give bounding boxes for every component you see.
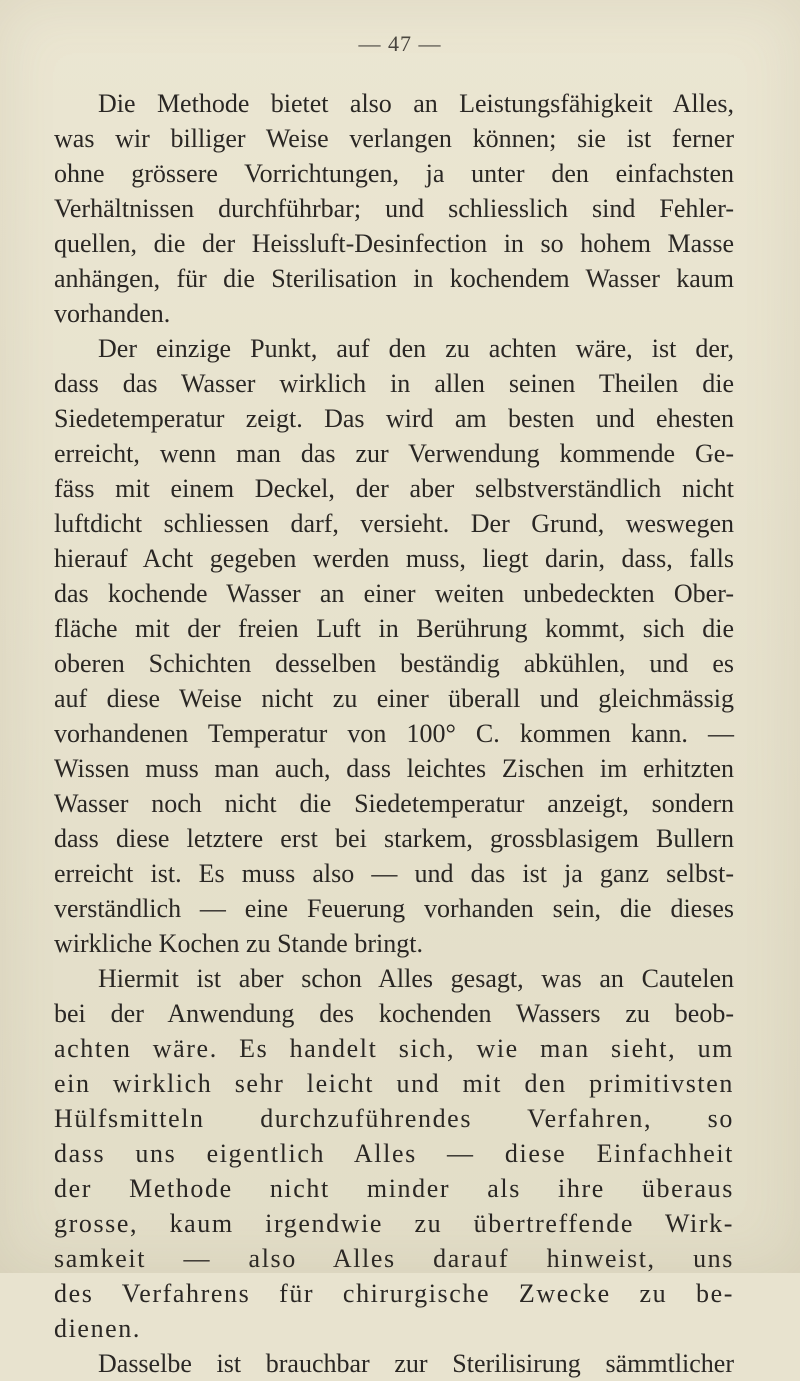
text-line: dienen. <box>54 1314 142 1343</box>
text-line: dass uns eigentlich Alles — diese Einfachheit <box>54 1139 734 1168</box>
text-line: des Verfahrens für chirurgische Zwecke zu be- <box>54 1279 734 1308</box>
page-number: — 47 — <box>358 31 442 56</box>
text-line: der Methode nicht minder als ihre überaus <box>54 1174 734 1203</box>
text-line: erreicht, wenn man das zur Verwendung kommende Ge- <box>54 439 734 468</box>
text-line: bei der Anwendung des kochenden Wassers zu beob- <box>54 999 734 1028</box>
text-line: hierauf Acht gegeben werden muss, liegt darin, dass, falls <box>54 544 734 573</box>
body-text <box>54 86 734 1381</box>
text-line: anhängen, für die Sterilisation in kochendem Wasser kaum <box>54 264 734 293</box>
text-line: wirkliche Kochen zu Stande bringt. <box>54 929 423 958</box>
text-line: Der einzige Punkt, auf den zu achten wäre, ist der, <box>98 334 734 363</box>
text-line: verständlich — eine Feuerung vorhanden sein, die dieses <box>54 894 734 923</box>
text-line: Wasser noch nicht die Siedetemperatur anzeigt, sondern <box>54 789 734 818</box>
text-line: Die Methode bietet also an Leistungsfähigkeit Alles, <box>98 89 734 118</box>
text-line: Dasselbe ist brauchbar zur Sterilisirung sämmtlicher <box>98 1349 734 1378</box>
text-line: ohne grössere Vorrichtungen, ja unter den einfachsten <box>54 159 734 188</box>
text-line: dass diese letztere erst bei starkem, grossblasigem Bullern <box>54 824 734 853</box>
text-line: Hiermit ist aber schon Alles gesagt, was an Cautelen <box>98 964 734 993</box>
text-line: Hülfsmitteln durchzuführendes Verfahren, so <box>54 1104 734 1133</box>
text-line: luftdicht schliessen darf, versieht. Der Grund, weswegen <box>54 509 734 538</box>
text-line: dass das Wasser wirklich in allen seinen Theilen die <box>54 369 734 398</box>
text-line: auf diese Weise nicht zu einer überall und gleichmässig <box>54 684 734 713</box>
text-line: grosse, kaum irgendwie zu übertreffende Wirk- <box>54 1209 734 1238</box>
text-line: fäss mit einem Deckel, der aber selbstverständlich nicht <box>54 474 734 503</box>
text-line: Wissen muss man auch, dass leichtes Zischen im erhitzten <box>54 754 734 783</box>
text-line: erreicht ist. Es muss also — und das ist ja ganz selbst- <box>54 859 734 888</box>
text-line: das kochende Wasser an einer weiten unbedeckten Ober- <box>54 579 734 608</box>
text-line: Siedetemperatur zeigt. Das wird am besten und ehesten <box>54 404 734 433</box>
text-line: quellen, die der Heissluft-Desinfection in so hohem Masse <box>54 229 734 258</box>
text-line: Verhältnissen durchführbar; und schliesslich sind Fehler- <box>54 194 734 223</box>
text-line: achten wäre. Es handelt sich, wie man sieht, um <box>54 1034 734 1063</box>
text-line: ein wirklich sehr leicht und mit den primitivsten <box>54 1069 734 1098</box>
text-line: was wir billiger Weise verlangen können; sie ist ferner <box>54 124 734 153</box>
text-line: samkeit — also Alles darauf hinweist, uns <box>54 1244 734 1273</box>
text-line: vorhandenen Temperatur von 100° C. kommen kann. — <box>54 719 734 748</box>
text-line: oberen Schichten desselben beständig abkühlen, und es <box>54 649 734 678</box>
text-line: vorhanden. <box>54 299 171 328</box>
text-line: fläche mit der freien Luft in Berührung kommt, sich die <box>54 614 734 643</box>
